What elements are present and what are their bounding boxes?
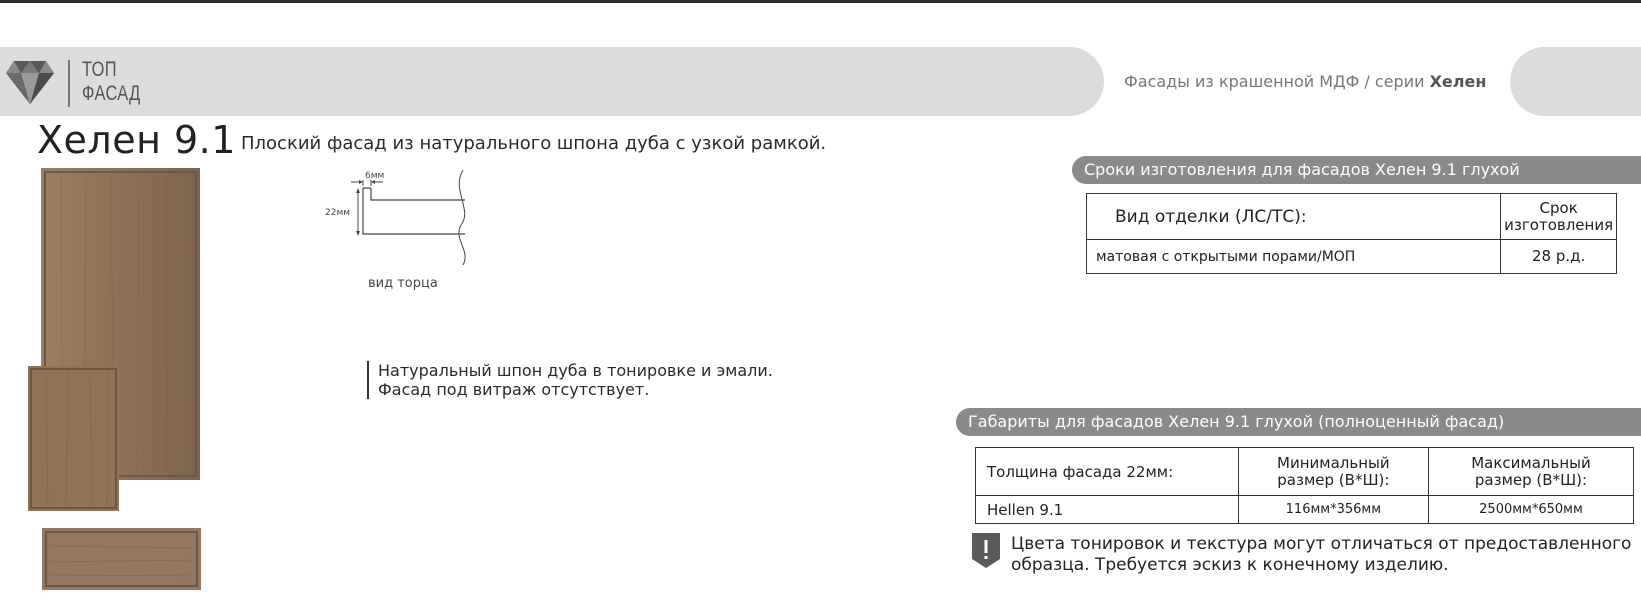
dimensions-table — [975, 447, 1634, 524]
thickness-header: Толщина фасада 22мм: — [976, 448, 1239, 496]
warning-line-2: образца. Требуется эскиз к конечному изделию. — [1011, 555, 1449, 575]
table-row — [1087, 240, 1617, 274]
lead-time-header-line-1: Срок — [1539, 198, 1578, 217]
logo-line-2: ФАСАД — [82, 82, 141, 105]
door-edge-image — [42, 528, 201, 590]
top-border — [0, 0, 1641, 3]
lead-time-cell: 28 р.д. — [1501, 240, 1617, 274]
door-side-image — [28, 366, 119, 511]
diamond-icon — [4, 57, 56, 107]
profile-height-label: 22мм — [325, 208, 351, 218]
note-line-1: Натуральный шпон дуба в тонировке и эмали. — [378, 361, 773, 380]
header-cap — [1510, 47, 1641, 116]
logo-divider — [68, 60, 70, 107]
profile-width-label: 6мм — [365, 171, 385, 181]
lead-time-header-line-2: изготовления — [1504, 215, 1614, 234]
table-row — [976, 496, 1634, 524]
end-view-label: вид торца — [368, 276, 438, 291]
product-title: Хелен 9.1 — [37, 118, 236, 162]
lead-time-header — [1501, 194, 1617, 240]
min-size-header-line-2: размер (В*Ш): — [1277, 470, 1390, 489]
product-note — [367, 361, 773, 399]
model-cell: Hellen 9.1 — [976, 496, 1239, 524]
table-header-row — [976, 448, 1634, 496]
warning-icon — [972, 533, 1000, 568]
lead-time-table — [1086, 193, 1617, 274]
product-subtitle: Плоский фасад из натурального шпона дуба с узкой рамкой. — [241, 133, 827, 154]
lead-time-heading: Сроки изготовления для фасадов Хелен 9.1 глухой — [1072, 156, 1641, 184]
logo-line-1: ТОП — [82, 58, 117, 81]
max-size-header — [1428, 448, 1633, 496]
finish-type-header: Вид отделки (ЛС/ТС): — [1087, 194, 1501, 240]
max-size-header-line-1: Максимальный — [1471, 453, 1591, 472]
series-name: Хелен — [1429, 72, 1487, 91]
max-size-header-line-2: размер (В*Ш): — [1474, 470, 1588, 489]
finish-type-cell: матовая с открытыми порами/МОП — [1087, 240, 1501, 274]
min-size-cell: 116мм*356мм — [1238, 496, 1428, 524]
series-breadcrumb — [1124, 72, 1486, 91]
warning-text — [1011, 534, 1631, 576]
note-line-2: Фасад под витраж отсутствует. — [378, 380, 650, 399]
min-size-header — [1238, 448, 1428, 496]
logo-text — [82, 58, 141, 106]
dimensions-heading: Габариты для фасадов Хелен 9.1 глухой (полноценный фасад) — [956, 408, 1641, 436]
table-header-row — [1087, 194, 1617, 240]
min-size-header-line-1: Минимальный — [1277, 453, 1390, 472]
warning-line-1: Цвета тонировок и текстура могут отличаться от предоставленного — [1011, 534, 1632, 554]
series-prefix: Фасады из крашенной МДФ / серии — [1124, 72, 1425, 91]
max-size-cell: 2500мм*650мм — [1428, 496, 1633, 524]
header-band — [0, 47, 1104, 116]
profile-drawing — [323, 170, 483, 280]
